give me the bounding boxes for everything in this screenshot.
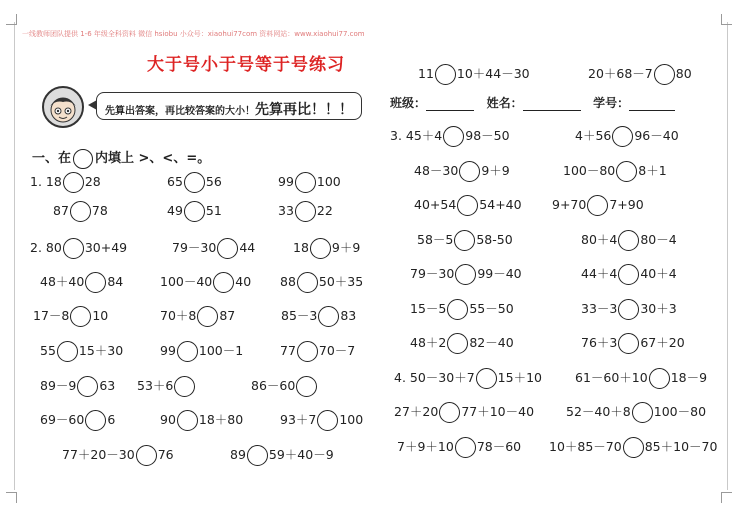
left-expression: 55: [40, 343, 56, 358]
comparison-problem: [30, 238, 127, 259]
comparison-problem: [280, 272, 363, 293]
section-heading: [32, 147, 210, 169]
answer-circle[interactable]: [310, 238, 331, 259]
id-field[interactable]: [629, 110, 675, 111]
comparison-problem: [414, 195, 522, 216]
comparison-problem: [137, 376, 196, 397]
comparison-problem: [581, 299, 677, 320]
right-expression: 96－40: [634, 128, 679, 143]
comparison-problem: [33, 306, 108, 327]
instruction-bubble: [96, 92, 362, 120]
comparison-problem: [62, 445, 174, 466]
answer-circle[interactable]: [618, 264, 639, 285]
right-expression: 63: [99, 378, 116, 393]
corner-mark: [721, 14, 732, 25]
right-expression: 18＋80: [198, 412, 244, 427]
answer-circle[interactable]: [317, 410, 338, 431]
right-expression: 9＋9: [481, 163, 510, 178]
answer-circle[interactable]: [57, 341, 78, 362]
answer-circle[interactable]: [455, 264, 476, 285]
left-expression: 10＋85－70: [549, 439, 622, 454]
right-expression: 82－40: [469, 335, 514, 350]
answer-circle[interactable]: [213, 272, 234, 293]
left-expression: 85－3: [281, 308, 318, 323]
right-expression: 44: [239, 240, 256, 255]
left-expression: 70＋8: [160, 308, 197, 323]
instruction-text: 先算出答案，再比较答案的大小！: [105, 106, 255, 117]
right-expression: 76: [157, 447, 174, 462]
answer-circle[interactable]: [217, 238, 238, 259]
comparison-problem: [40, 272, 123, 293]
comparison-problem: [40, 341, 123, 362]
answer-circle[interactable]: [454, 230, 475, 251]
right-expression: 77＋10－40: [461, 404, 535, 419]
answer-circle[interactable]: [457, 195, 478, 216]
left-expression: 4＋56: [575, 128, 612, 143]
student-info: [390, 94, 675, 111]
comparison-problem: [160, 306, 235, 327]
answer-circle[interactable]: [85, 272, 106, 293]
name-field[interactable]: [523, 110, 581, 111]
left-expression: 87: [53, 203, 69, 218]
right-expression: 6: [107, 412, 116, 427]
left-expression: 48＋2: [410, 335, 447, 350]
left-expression: 89: [230, 447, 246, 462]
right-expression: 80－4: [640, 232, 677, 247]
right-expression: 100: [316, 174, 341, 189]
comparison-problem: [394, 402, 534, 423]
right-expression: 10: [92, 308, 109, 323]
right-expression: 67＋20: [640, 335, 685, 350]
right-expression: 40＋4: [640, 266, 677, 281]
right-expression: 54+40: [479, 197, 522, 212]
answer-circle[interactable]: [184, 201, 205, 222]
answer-circle[interactable]: [174, 376, 195, 397]
right-expression: 7+90: [609, 197, 644, 212]
comparison-problem: [581, 333, 685, 354]
comparison-problem: [281, 306, 356, 327]
answer-circle[interactable]: [177, 341, 198, 362]
left-expression: 86－60: [251, 378, 296, 393]
answer-circle[interactable]: [177, 410, 198, 431]
right-expression: 30＋3: [640, 301, 677, 316]
corner-mark: [6, 14, 17, 25]
comparison-problem: [581, 230, 677, 251]
right-expression: 50＋35: [318, 274, 364, 289]
right-expression: 100－1: [198, 343, 244, 358]
right-expression: 99－40: [477, 266, 522, 281]
heading-circle: [73, 149, 93, 169]
right-expression: 78: [91, 203, 108, 218]
comparison-problem: [40, 376, 115, 397]
comparison-problem: [397, 437, 521, 458]
right-expression: 85＋10－70: [644, 439, 718, 454]
right-expression: 78－60: [476, 439, 522, 454]
answer-circle[interactable]: [447, 333, 468, 354]
comparison-problem: [53, 201, 108, 222]
comparison-problem: [418, 64, 530, 85]
page-title: 大于号小于号等于号练习: [147, 55, 345, 75]
left-expression: 99: [160, 343, 176, 358]
answer-circle[interactable]: [447, 299, 468, 320]
left-expression: 77: [280, 343, 296, 358]
right-expression: 30+49: [84, 240, 128, 255]
answer-circle[interactable]: [455, 437, 476, 458]
answer-circle[interactable]: [297, 272, 318, 293]
comparison-problem: [280, 410, 363, 431]
left-expression: 89－9: [40, 378, 77, 393]
comparison-problem: [172, 238, 255, 259]
left-expression: 27＋20: [394, 404, 439, 419]
right-expression: 18－9: [670, 370, 708, 385]
left-expression: 100－80: [563, 163, 616, 178]
left-expression: 20＋68－7: [588, 66, 653, 81]
instruction-emphasis: 先算再比！！！: [255, 102, 353, 118]
corner-mark: [721, 492, 732, 503]
comparison-problem: [417, 230, 513, 251]
answer-circle[interactable]: [295, 201, 316, 222]
comparison-problem: [581, 264, 677, 285]
answer-circle[interactable]: [618, 299, 639, 320]
heading-suffix: 内填上 >、<、=。: [95, 151, 211, 166]
left-expression: 65: [167, 174, 183, 189]
comparison-problem: [414, 161, 510, 182]
answer-circle[interactable]: [616, 161, 637, 182]
right-expression: 80: [675, 66, 692, 81]
left-expression: 79－30: [410, 266, 455, 281]
answer-circle[interactable]: [443, 126, 464, 147]
corner-mark: [6, 492, 17, 503]
left-expression: 99: [278, 174, 294, 189]
right-expression: 15＋10: [497, 370, 542, 385]
left-expression: 58－5: [417, 232, 454, 247]
answer-circle[interactable]: [184, 172, 205, 193]
left-expression: 93＋7: [280, 412, 317, 427]
left-expression: 1. 18: [30, 174, 62, 189]
answer-circle[interactable]: [70, 201, 91, 222]
heading-prefix: 一、在: [32, 151, 72, 166]
comparison-problem: [410, 264, 522, 285]
id-label: 学号：: [593, 96, 630, 110]
answer-circle[interactable]: [618, 333, 639, 354]
answer-circle[interactable]: [618, 230, 639, 251]
right-expression: 84: [107, 274, 124, 289]
comparison-problem: [278, 201, 333, 222]
right-expression: 100: [339, 412, 364, 427]
left-expression: 15－5: [410, 301, 447, 316]
left-expression: 90: [160, 412, 176, 427]
left-expression: 53＋6: [137, 378, 174, 393]
left-expression: 9+70: [552, 197, 587, 212]
comparison-problem: [160, 410, 243, 431]
name-label: 姓名：: [486, 96, 523, 110]
left-expression: 77＋20－30: [62, 447, 135, 462]
answer-circle[interactable]: [632, 402, 653, 423]
right-expression: 83: [340, 308, 357, 323]
comparison-problem: [160, 341, 243, 362]
left-expression: 33: [278, 203, 294, 218]
comparison-problem: [293, 238, 360, 259]
comparison-problem: [588, 64, 692, 85]
answer-circle[interactable]: [587, 195, 608, 216]
right-expression: 55－50: [469, 301, 514, 316]
left-expression: 2. 80: [30, 240, 62, 255]
comparison-problem: [549, 437, 717, 458]
comparison-problem: [575, 126, 679, 147]
comparison-problem: [394, 368, 542, 389]
answer-circle[interactable]: [612, 126, 633, 147]
right-expression: 98－50: [465, 128, 510, 143]
comparison-problem: [40, 410, 115, 431]
comparison-problem: [552, 195, 644, 216]
answer-circle[interactable]: [459, 161, 480, 182]
left-expression: 11: [418, 66, 434, 81]
comparison-problem: [230, 445, 334, 466]
answer-circle[interactable]: [295, 172, 316, 193]
right-expression: 15＋30: [78, 343, 124, 358]
left-expression: 3. 45＋4: [390, 128, 443, 143]
comparison-problem: [280, 341, 355, 362]
right-expression: 56: [205, 174, 222, 189]
answer-circle[interactable]: [649, 368, 670, 389]
left-expression: 52－40＋8: [566, 404, 631, 419]
right-expression: 51: [205, 203, 222, 218]
comparison-problem: [167, 201, 222, 222]
comparison-problem: [390, 126, 510, 147]
answer-circle[interactable]: [623, 437, 644, 458]
left-expression: 61－60＋10: [575, 370, 648, 385]
left-expression: 7＋9＋10: [397, 439, 454, 454]
right-expression: 10＋44－30: [456, 66, 530, 81]
left-expression: 44＋4: [581, 266, 618, 281]
left-expression: 49: [167, 203, 183, 218]
answer-circle[interactable]: [70, 306, 91, 327]
left-expression: 76＋3: [581, 335, 618, 350]
answer-circle[interactable]: [77, 376, 98, 397]
left-expression: 88: [280, 274, 296, 289]
left-expression: 69－60: [40, 412, 85, 427]
comparison-problem: [167, 172, 222, 193]
answer-circle[interactable]: [439, 402, 460, 423]
comparison-problem: [410, 333, 514, 354]
answer-circle[interactable]: [247, 445, 268, 466]
left-expression: 17－8: [33, 308, 70, 323]
right-expression: 40: [235, 274, 252, 289]
left-expression: 100－40: [160, 274, 213, 289]
answer-circle[interactable]: [654, 64, 675, 85]
right-expression: 9＋9: [331, 240, 361, 255]
right-expression: 8＋1: [638, 163, 667, 178]
right-expression: 87: [219, 308, 236, 323]
cartoon-student-icon: [42, 86, 84, 128]
answer-circle[interactable]: [63, 172, 84, 193]
left-expression: 48－30: [414, 163, 459, 178]
class-label: 班级：: [390, 96, 427, 110]
left-expression: 4. 50－30＋7: [394, 370, 475, 385]
answer-circle[interactable]: [435, 64, 456, 85]
answer-circle[interactable]: [136, 445, 157, 466]
answer-circle[interactable]: [297, 341, 318, 362]
answer-circle[interactable]: [476, 368, 497, 389]
comparison-problem: [410, 299, 514, 320]
comparison-problem: [566, 402, 706, 423]
answer-circle[interactable]: [85, 410, 106, 431]
right-expression: 70－7: [318, 343, 356, 358]
right-expression: 100－80: [653, 404, 707, 419]
answer-circle[interactable]: [318, 306, 339, 327]
right-expression: 22: [316, 203, 333, 218]
comparison-problem: [575, 368, 707, 389]
comparison-problem: [251, 376, 318, 397]
comparison-problem: [278, 172, 341, 193]
answer-circle[interactable]: [197, 306, 218, 327]
right-expression: 28: [84, 174, 101, 189]
comparison-problem: [160, 272, 251, 293]
left-expression: 40+54: [414, 197, 457, 212]
right-expression: 58-50: [476, 232, 513, 247]
header-watermark: 一线教师团队提供 1-6 年级全科资料 微信 hsiobu 小众号：xiaohui77com 资料网站：www.xiaohui77.com: [22, 30, 365, 38]
left-expression: 33－3: [581, 301, 618, 316]
right-expression: 59＋40－9: [268, 447, 334, 462]
answer-circle[interactable]: [63, 238, 84, 259]
class-field[interactable]: [426, 110, 474, 111]
left-expression: 18: [293, 240, 309, 255]
left-expression: 79－30: [172, 240, 217, 255]
comparison-problem: [563, 161, 667, 182]
answer-circle[interactable]: [296, 376, 317, 397]
left-expression: 48＋40: [40, 274, 85, 289]
left-expression: 80＋4: [581, 232, 618, 247]
comparison-problem: [30, 172, 101, 193]
